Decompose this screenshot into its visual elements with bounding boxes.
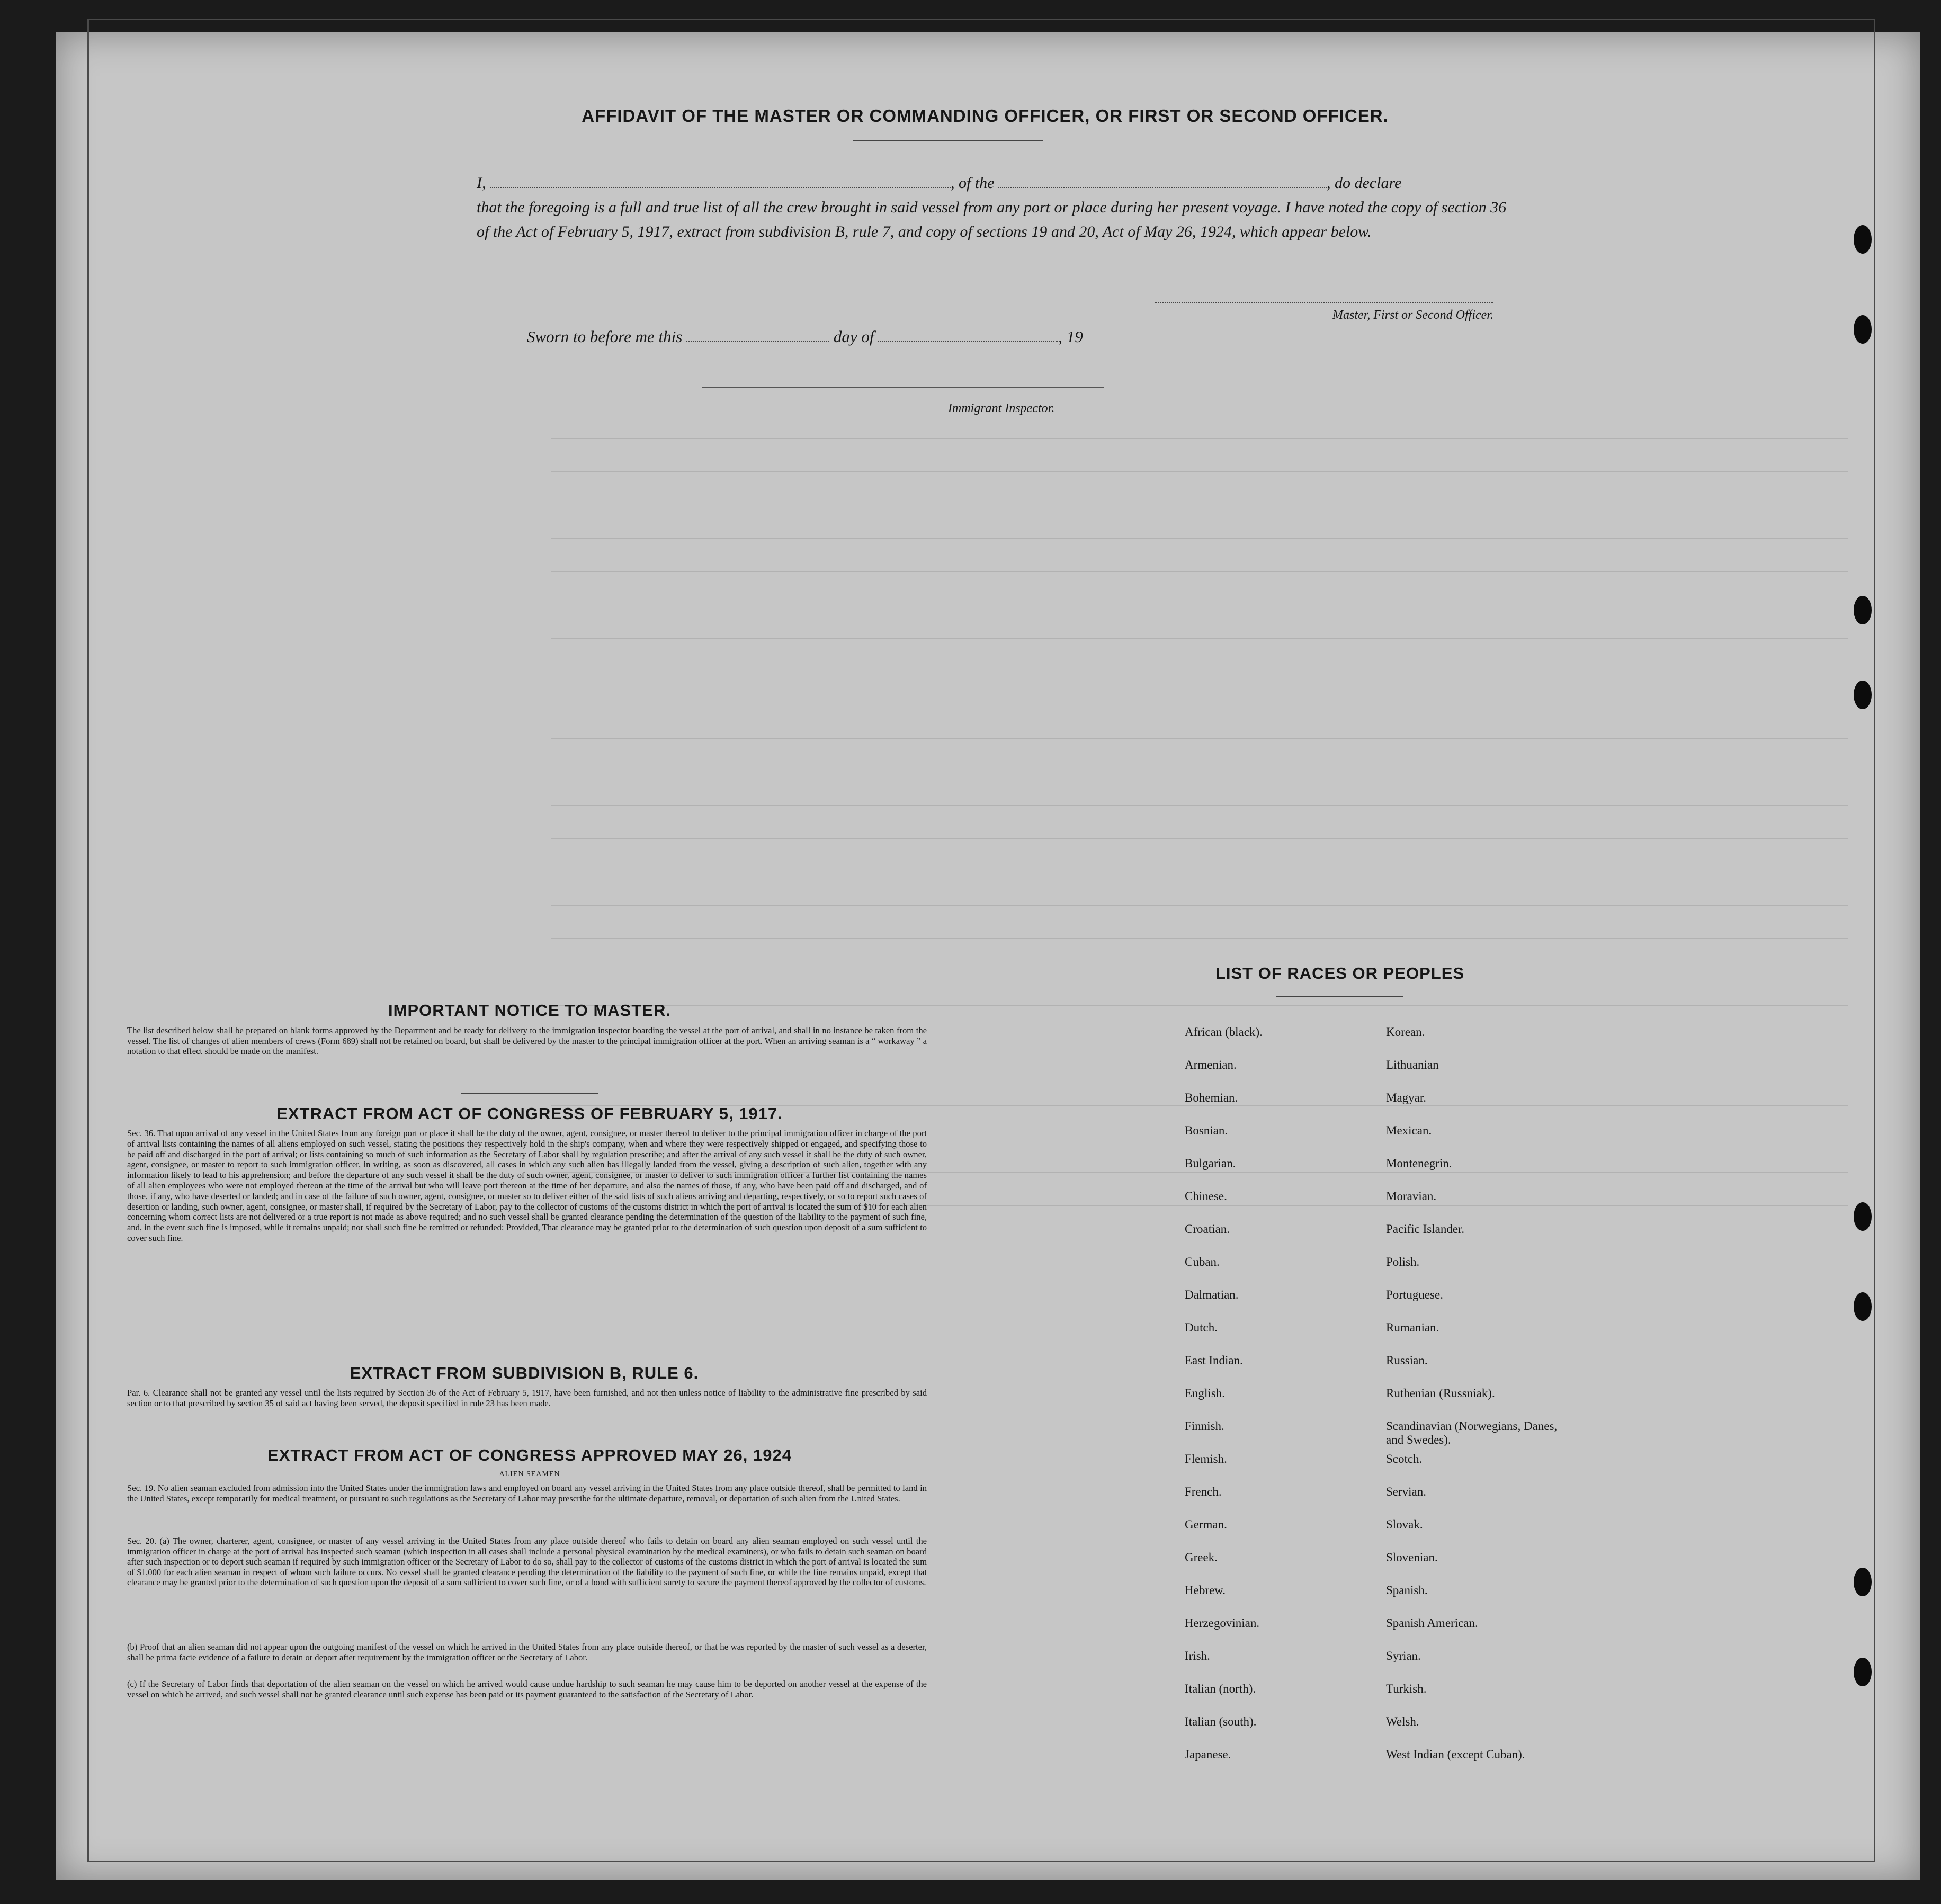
race-item: Polish. — [1386, 1255, 1420, 1268]
bleed-through-row — [551, 539, 1848, 572]
race-item: Lithuanian — [1386, 1058, 1439, 1071]
binder-hole — [1854, 681, 1872, 709]
day-blank — [686, 329, 829, 342]
sworn-year: , 19 — [1058, 327, 1083, 346]
race-item: Portuguese. — [1386, 1288, 1443, 1301]
binder-hole — [1854, 596, 1872, 624]
sworn-day-of: day of — [833, 327, 874, 346]
race-item: Irish. — [1185, 1649, 1210, 1662]
race-item: Flemish. — [1185, 1452, 1227, 1465]
race-item: Bohemian. — [1185, 1091, 1238, 1104]
race-item: Rumanian. — [1386, 1321, 1439, 1334]
bleed-through-row — [551, 772, 1848, 806]
race-item: Moravian. — [1386, 1190, 1437, 1203]
race-item: Scandinavian (Norwegians, Danes, and Swedes). — [1386, 1419, 1558, 1446]
race-item: Mexican. — [1386, 1124, 1432, 1137]
act-1924-sec20a: Sec. 20. (a) The owner, charterer, agent, consignee, or master of any vessel arriving in the United States from any place outside thereof who fails to detain on board any alien seaman employed on such vessel until the immigration officer in charge at the port of arrival has inspected such seaman (which inspection in all cases shall include a personal physical examination by the medical examiners), or who fails to detain such seaman on board after such inspection or to deport such seaman if required by such immigration officer or the Secretary of Labor to do so, shall pay to the collector of customs of the customs district in which the port of arrival is located the sum of $1,000 for each alien seaman in respect of whom such failure occurs. No vessel shall be granted clearance pending the determination of the liability to the payment of such fine, or while the fine remains unpaid, except that clearance may be granted prior to the determination of such question upon the deposit of a sum sufficient to cover such fine, or of a bond with sufficient surety to secure the payment thereof approved by the collector of customs. — [127, 1536, 927, 1587]
bleed-through-row — [551, 439, 1848, 472]
race-item: German. — [1185, 1518, 1227, 1531]
subdivision-b-title: EXTRACT FROM SUBDIVISION B, RULE 6. — [350, 1364, 699, 1382]
binder-hole — [1854, 1292, 1872, 1321]
race-item: Welsh. — [1386, 1715, 1419, 1728]
act-1924-sec20c: (c) If the Secretary of Labor finds that deportation of the alien seaman on the vessel on which he arrived would cause undue hardship to such seaman he may cause him to be deported on another vessel at the expense of the vessel on which he arrived, and such vessel shall not be granted clearance until such expense has been paid or its payment guaranteed to the satisfaction of the Secretary of Labor. — [127, 1679, 927, 1700]
affidavit-body: that the foregoing is a full and true list of all the crew brought in said vessel from any port or place during her present voyage. I have noted the copy of section 36 of the Act of February 5, 1917, extract from subdivision B, rule 7, and copy of sections 19 and 20, Act of May 26, 1924, which appear below. — [477, 199, 1507, 240]
race-item: Herzegovinian. — [1185, 1616, 1260, 1630]
binder-hole — [1854, 1202, 1872, 1231]
bleed-through-row — [551, 839, 1848, 872]
title-rule — [853, 140, 1043, 141]
race-item: Finnish. — [1185, 1419, 1224, 1433]
bleed-through-row — [551, 705, 1848, 739]
binder-hole — [1854, 315, 1872, 344]
race-item: Servian. — [1386, 1485, 1427, 1498]
bleed-through-row — [551, 505, 1848, 539]
act-1917-text: Sec. 36. That upon arrival of any vessel in the United States from any foreign port or place it shall be the duty of the owner, agent, consignee, or master thereof to deliver to the principal immigration officer in charge of the port of arrival lists containing the names of all aliens employed on such vessel, stating the positions they respectively hold in the ship's company, when and where they were respectively shipped or engaged, and specifying those to be paid off and discharged in the port of arrival; or lists containing so much of such information as the Secretary of Labor shall by regulation prescribe; and after the arrival of any such vessel it shall be the duty of such owner, agent, consignee, or master to report to such immigration officer, in writing, as soon as discovered, all cases in which any such alien has illegally landed from the vessel, giving a description of such alien, together with any information likely to lead to his apprehension; and before the departure of any such vessel it shall be the duty of such owner, agent, consignee, or master to deliver to such immigration officer a further list containing the names of all alien employees who were not employed thereon at the time of the arrival but who will leave port thereon at the time of her departure, and also the names of those, if any, who have been paid off and discharged, and of those, if any, who have deserted or landed; and in case of the failure of such owner, agent, consignee, or master so to deliver either of the said lists of such aliens arriving and departing, respectively, or so to report such cases of desertion or landing, such owner, agent, consignee, or master shall, if required by the Secretary of Labor, pay to the collector of customs of the customs district in which the port of arrival is located the sum of $10 for each alien concerning whom correct lists are not delivered or a true report is not made as above required; and no such vessel shall be granted clearance pending the determination of the question of the liability to the payment of such fine, and, in the event such fine is imposed, while it remains unpaid; nor shall such fine be remitted or refunded: Provided, That clearance may be granted prior to the determination of such question upon deposit of a sum sufficient to cover such fine. — [127, 1128, 927, 1243]
month-blank — [878, 329, 1058, 342]
bleed-through-row — [551, 472, 1848, 505]
bleed-through-row — [551, 672, 1848, 705]
bleed-through-row — [551, 739, 1848, 772]
race-item: Dalmatian. — [1185, 1288, 1239, 1301]
notice-text: The list described below shall be prepared on blank forms approved by the Department and be ready for delivery to the immigration inspector boarding the vessel at the port of arrival, and shall in no instance be taken from the vessel. The list of changes of alien members of crews (Form 689) shall not be retained on board, but shall be delivered by the master to the principal immigration officer at the port. When an arriving seaman is a “ workaway ” a notation to that effect should be made on the manifest. — [127, 1025, 927, 1056]
race-item: Croatian. — [1185, 1222, 1230, 1236]
act-1924-sec20b: (b) Proof that an alien seaman did not appear upon the outgoing manifest of the vessel on which he arrived in the United States from any place outside thereof, or that he was reported by the master of such vessel as a deserter, shall be prima facie evidence of a failure to detain or deport after requirement by the immigration officer or the Secretary of Labor. — [127, 1642, 927, 1662]
race-item: Ruthenian (Russniak). — [1386, 1387, 1495, 1400]
race-item: Spanish American. — [1386, 1616, 1478, 1630]
inspector-signature-line — [702, 387, 1104, 388]
race-item: Spanish. — [1386, 1584, 1428, 1597]
bleed-through-row — [551, 906, 1848, 939]
race-item: Bosnian. — [1185, 1124, 1228, 1137]
race-item: Bulgarian. — [1185, 1157, 1236, 1170]
races-left-column — [1185, 1025, 1263, 1781]
subdivision-b-text: Par. 6. Clearance shall not be granted any vessel until the lists required by Section 36 of the Act of February 5, 1917, have been furnished, and not then unless notice of liability to the administrative fine prescribed by said section or to that prescribed by section 35 of said act having been served, the deposit specified in rule 23 has been made. — [127, 1388, 927, 1408]
declare-do-declare: , do declare — [1327, 174, 1402, 192]
race-item: Slovenian. — [1386, 1551, 1438, 1564]
act-1924-title: EXTRACT FROM ACT OF CONGRESS APPROVED MAY 26, 1924 — [267, 1446, 792, 1464]
sworn-prefix: Sworn to before me this — [527, 327, 683, 346]
race-item: Magyar. — [1386, 1091, 1427, 1104]
race-item: Italian (south). — [1185, 1715, 1257, 1728]
race-item: Scotch. — [1386, 1452, 1423, 1465]
vessel-blank — [998, 175, 1327, 188]
race-item: Korean. — [1386, 1025, 1425, 1039]
race-item: West Indian (except Cuban). — [1386, 1748, 1525, 1761]
sworn-statement — [527, 327, 1083, 346]
bleed-through-row — [551, 572, 1848, 605]
bleed-through-row — [551, 806, 1848, 839]
race-item: African (black). — [1185, 1025, 1263, 1039]
bleed-through-row — [551, 639, 1848, 672]
race-item: Dutch. — [1185, 1321, 1218, 1334]
race-item: Greek. — [1185, 1551, 1218, 1564]
race-item: English. — [1185, 1387, 1226, 1400]
race-item: Slovak. — [1386, 1518, 1423, 1531]
race-item: Armenian. — [1185, 1058, 1237, 1071]
declare-of-the: , of the — [951, 174, 995, 192]
signature-line — [1155, 302, 1493, 303]
races-right-column — [1386, 1025, 1561, 1781]
inspector-label: Immigrant Inspector. — [948, 401, 1055, 415]
section-rule — [461, 1093, 598, 1094]
bleed-through-row — [551, 405, 1848, 439]
race-item: Italian (north). — [1185, 1682, 1256, 1695]
race-item: Turkish. — [1386, 1682, 1427, 1695]
races-title-rule — [1276, 996, 1403, 997]
binder-hole — [1854, 1568, 1872, 1596]
act-1924-sec19: Sec. 19. No alien seaman excluded from admission into the United States under the immigration laws and employed on board any vessel arriving in the United States from any place outside thereof, shall be permitted to land in the United States, except temporarily for medical treatment, or pursuant to such regulations as the Secretary of Labor may prescribe for the ultimate departure, removal, or deportation of such alien from the United States. — [127, 1483, 927, 1504]
binder-hole — [1854, 1658, 1872, 1686]
act-1917-title: EXTRACT FROM ACT OF CONGRESS OF FEBRUARY 5, 1917. — [276, 1104, 783, 1123]
signature-label: Master, First or Second Officer. — [1332, 308, 1493, 322]
race-item: Montenegrin. — [1386, 1157, 1452, 1170]
race-item: French. — [1185, 1485, 1222, 1498]
bleed-through-row — [551, 872, 1848, 906]
race-item: Pacific Islander. — [1386, 1222, 1465, 1236]
affidavit-declaration — [477, 171, 1509, 244]
name-blank — [490, 175, 951, 188]
race-item: Syrian. — [1386, 1649, 1421, 1662]
declare-i: I, — [477, 174, 486, 192]
races-title: LIST OF RACES OR PEOPLES — [1215, 964, 1465, 982]
race-item: Cuban. — [1185, 1255, 1220, 1268]
affidavit-title: AFFIDAVIT OF THE MASTER OR COMMANDING OFFICER, OR FIRST OR SECOND OFFICER. — [582, 106, 1389, 126]
race-item: East Indian. — [1185, 1354, 1243, 1367]
race-item: Chinese. — [1185, 1190, 1227, 1203]
binder-hole — [1854, 225, 1872, 254]
notice-title: IMPORTANT NOTICE TO MASTER. — [388, 1001, 671, 1020]
race-item: Russian. — [1386, 1354, 1428, 1367]
race-item: Hebrew. — [1185, 1584, 1226, 1597]
alien-seamen-subtitle: ALIEN SEAMEN — [499, 1470, 560, 1478]
bleed-through-row — [551, 605, 1848, 639]
race-item: Japanese. — [1185, 1748, 1231, 1761]
